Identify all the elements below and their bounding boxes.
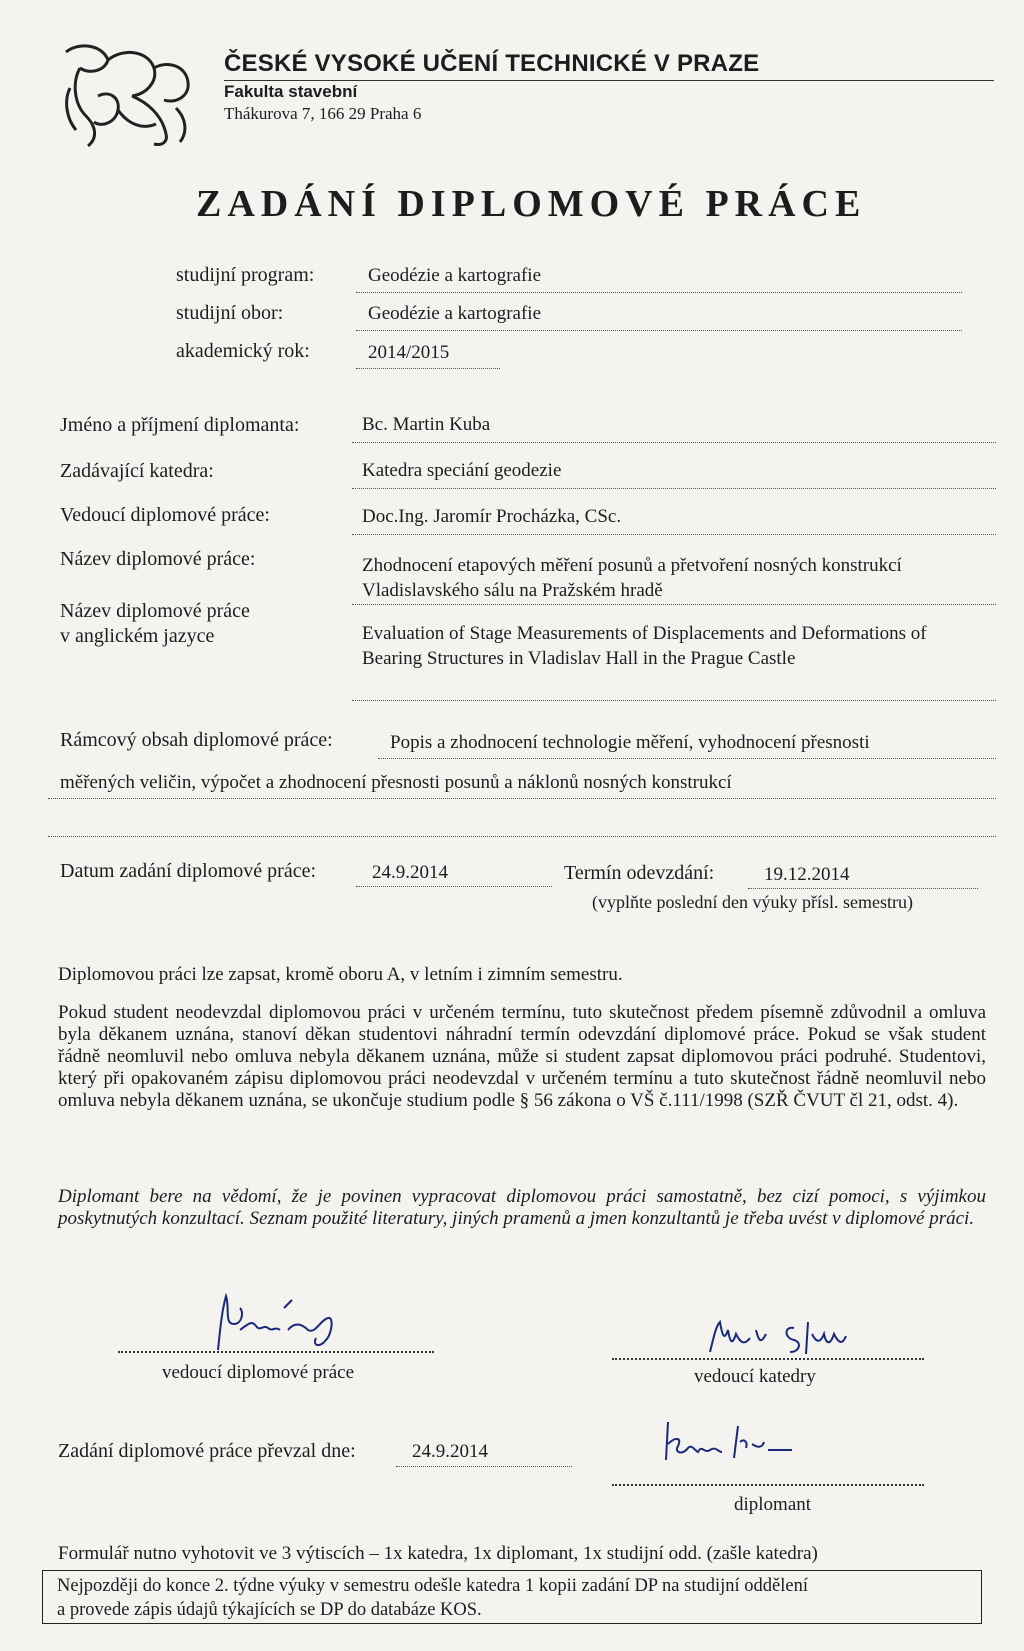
program-label: studijní program:	[176, 264, 315, 286]
student-label: Jméno a příjmení diplomanta:	[60, 414, 300, 436]
obor-value: Geodézie a kartografie	[368, 303, 542, 324]
thesis-en-label-1: Název diplomové práce	[60, 600, 250, 622]
student-signature-line	[612, 1484, 924, 1486]
received-line	[396, 1466, 572, 1467]
ctu-lion-logo-icon	[58, 38, 198, 150]
document-title: ZADÁNÍ DIPLOMOVÉ PRÁCE	[196, 183, 867, 225]
form-copies-note: Formulář nutno vyhotovit ve 3 výtiscích – 1x katedra, 1x diplomant, 1x studijní odd. (zašle katedra)	[58, 1543, 818, 1564]
year-value: 2014/2015	[368, 342, 450, 363]
paragraph-semester: Diplomovou práci lze zapsat, kromě oboru A, v letním i zimním semestru.	[58, 964, 623, 985]
assign-date-value: 24.9.2014	[372, 862, 448, 883]
paragraph-deadline-rules: Pokud student neodevzdal diplomovou práci v určeném termínu, tuto skutečnost předem písemně zdůvodnil a omluva byla děkanem uznána, stanoví děkan studentovi náhradní termín odevzdání diplomové práce. Pokud se však student řádně neomluvil nebo omluva nebyla děkanem uznána, může si student zapsat diplomovou práci podruhé. Studentovi, který při opakovaném zápisu diplomovou práci neodevzdal v určeném termínu a tuto skutečnost řádně neomluvil nebo omluva nebyla děkanem uznána, se ukončuje studium podle § 56 zákona o VŠ č.111/1998 (SZŘ ČVUT čl 21, odst. 4).	[58, 1002, 986, 1111]
due-date-label: Termín odevzdání:	[564, 862, 715, 884]
thesis-cz-label: Název diplomové práce:	[60, 548, 256, 570]
assign-date-line	[356, 886, 552, 887]
due-date-line	[748, 888, 978, 889]
supervisor-value: Doc.Ing. Jaromír Procházka, CSc.	[362, 506, 622, 527]
program-line	[356, 292, 962, 293]
department-label: Zadávající katedra:	[60, 460, 214, 482]
content-dotted-1	[378, 758, 996, 759]
supervisor-signature-label: vedoucí diplomové práce	[162, 1362, 355, 1383]
supervisor-signature	[200, 1290, 360, 1356]
student-signature	[660, 1414, 840, 1470]
obor-line	[356, 330, 962, 331]
thesis-en-value: Evaluation of Stage Measurements of Displacements and Deformations of Bearing Structures in Vladislav Hall in the Prague Castle	[362, 623, 927, 669]
deadline-box-line-2: a provede zápis údajů týkajících se DP do databáze KOS.	[57, 1600, 482, 1620]
content-label: Rámcový obsah diplomové práce:	[60, 729, 333, 751]
supervisor-signature-line	[118, 1351, 434, 1353]
content-dotted-3	[48, 836, 996, 837]
department-value: Katedra speciání geodezie	[362, 460, 562, 481]
due-date-value: 19.12.2014	[764, 864, 850, 885]
department-line	[352, 488, 996, 489]
paragraph-declaration: Diplomant bere na vědomí, že je povinen vypracovat diplomovou práci samostatně, bez cizí pomoci, s výjimkou poskytnutých konzultací. Seznam použité literatury, jiných pramenů a jmen konzultantů je třeba uvést v diplomové práci.	[58, 1186, 986, 1229]
program-value: Geodézie a kartografie	[368, 265, 542, 286]
faculty-address: Thákurova 7, 166 29 Praha 6	[224, 104, 422, 123]
student-line	[352, 442, 996, 443]
supervisor-line	[352, 534, 996, 535]
content-line-2: měřených veličin, výpočet a zhodnocení přesnosti posunů a náklonů nosných konstrukcí	[60, 772, 732, 793]
thesis-cz-line	[352, 604, 996, 605]
content-line-1: Popis a zhodnocení technologie měření, vyhodnocení přesnosti	[390, 732, 870, 753]
due-date-note: (vyplňte poslední den výuky přísl. semestru)	[592, 892, 913, 912]
supervisor-label: Vedoucí diplomové práce:	[60, 504, 270, 526]
received-value: 24.9.2014	[412, 1441, 488, 1462]
university-name: ČESKÉ VYSOKÉ UČENÍ TECHNICKÉ V PRAZE	[224, 50, 994, 81]
student-value: Bc. Martin Kuba	[362, 414, 491, 435]
content-dotted-2	[48, 798, 996, 799]
deadline-box-line-1: Nejpozději do konce 2. týdne výuky v semestru odešle katedra 1 kopii zadání DP na studijní oddělení	[57, 1576, 808, 1596]
thesis-cz-value: Zhodnocení etapových měření posunů a přetvoření nosných konstrukcí Vladislavského sálu na Pražském hradě	[362, 555, 902, 601]
year-line	[356, 368, 500, 369]
obor-label: studijní obor:	[176, 302, 284, 324]
head-signature-label: vedoucí katedry	[694, 1366, 816, 1387]
head-signature	[704, 1312, 874, 1362]
thesis-en-label-2: v anglickém jazyce	[60, 625, 215, 647]
assign-date-label: Datum zadání diplomové práce:	[60, 860, 317, 882]
thesis-en-line	[352, 700, 996, 701]
year-label: akademický rok:	[176, 340, 310, 362]
deadline-box	[42, 1570, 982, 1624]
faculty-name: Fakulta stavební	[224, 82, 358, 101]
student-signature-label: diplomant	[734, 1494, 812, 1515]
received-label: Zadání diplomové práce převzal dne:	[58, 1440, 356, 1462]
head-signature-line	[612, 1358, 924, 1360]
